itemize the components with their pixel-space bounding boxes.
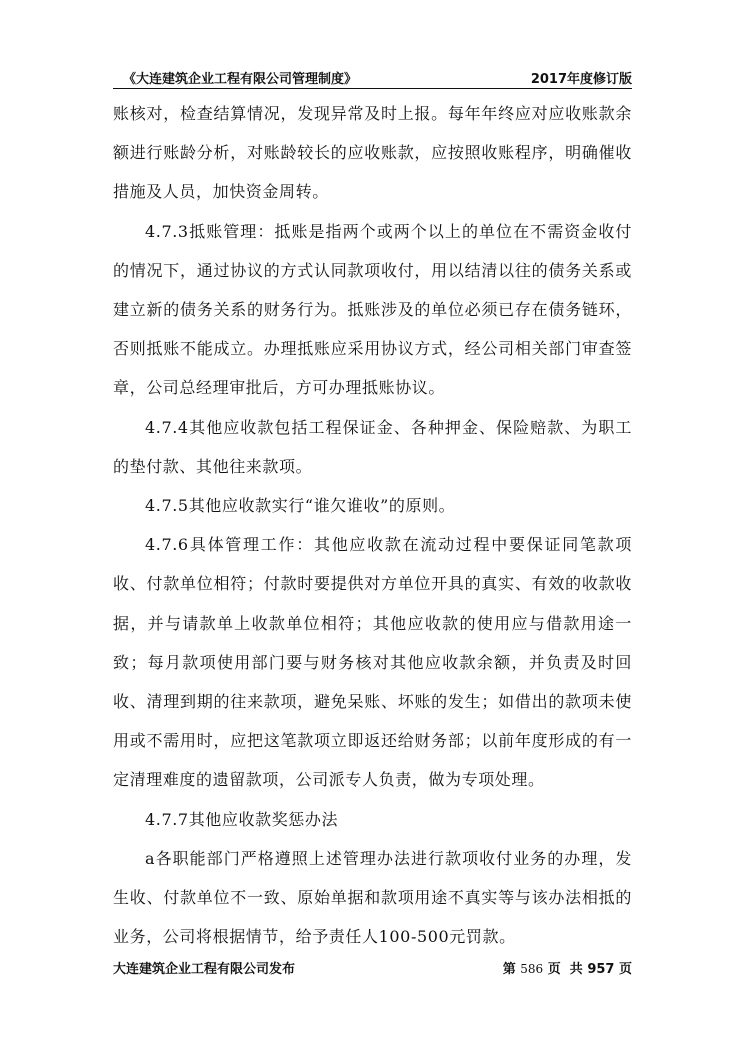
document-body — [113, 94, 632, 956]
paragraph-continuation: 账核对，检查结算情况，发现异常及时上报。每年年终应对应收账款余额进行账龄分析，对账龄较长的应收账款，应按照收账程序，明确催收措施及人员，加快资金周转。 — [113, 104, 632, 202]
current-page-number: 586 — [520, 962, 544, 976]
total-page-number: 957 — [587, 962, 615, 977]
paragraph-4-7-3: 4.7.3抵账管理：抵账是指两个或两个以上的单位在不需资金收付的情况下，通过协议的方式认同款项收付，用以结清以往的债务关系或建立新的债务关系的财务行为。抵账涉及的单位必须已存在债务链环，否则抵账不能成立。办理抵账应采用协议方式，经公司相关部门审查签章，公司总经理审批后，方可办理抵账协议。 — [113, 221, 632, 398]
document-title: 《大连建筑企业工程有限公司管理制度》 — [123, 72, 358, 87]
paragraph-4-7-7-heading: 4.7.7其他应收款奖惩办法 — [145, 809, 339, 829]
page-prefix: 第 — [502, 962, 516, 977]
page-mid: 页 共 — [547, 962, 583, 977]
paragraph-4-7-5: 4.7.5其他应收款实行“谁欠谁收”的原则。 — [145, 496, 456, 516]
paragraph-4-7-6: 4.7.6具体管理工作：其他应收款在流动过程中要保证同笔款项收、付款单位相符；付款时要提供对方单位开具的真实、有效的收款收据，并与请款单上收款单位相符；其他应收款的使用应与借款用途一致；每月款项使用部门要与财务核对其他应收款余额，并负责及时回收、清理到期的往来款项，避免呆账、坏账的发生；如借出的款项未使用或不需用时，应把这笔款项立即返还给财务部；以前年度形成的有一定清理难度的遗留款项，公司派专人负责，做为专项处理。 — [113, 535, 632, 790]
page-header — [113, 62, 632, 89]
publisher-label: 大连建筑企业工程有限公司发布 — [113, 962, 296, 977]
page-footer — [113, 958, 632, 978]
edition-label: 2017年度修订版 — [530, 72, 632, 87]
paragraph-item-a: a各职能部门严格遵照上述管理办法进行款项收付业务的办理，发生收、付款单位不一致、原始单据和款项用途不真实等与该办法相抵的业务，公司将根据情节，给予责任人100-500元罚款。 — [113, 848, 632, 947]
page-suffix: 页 — [618, 962, 632, 977]
paragraph-4-7-4: 4.7.4其他应收款包括工程保证金、各种押金、保险赔款、为职工的垫付款、其他往来款项。 — [113, 417, 632, 476]
page-number — [503, 958, 632, 977]
